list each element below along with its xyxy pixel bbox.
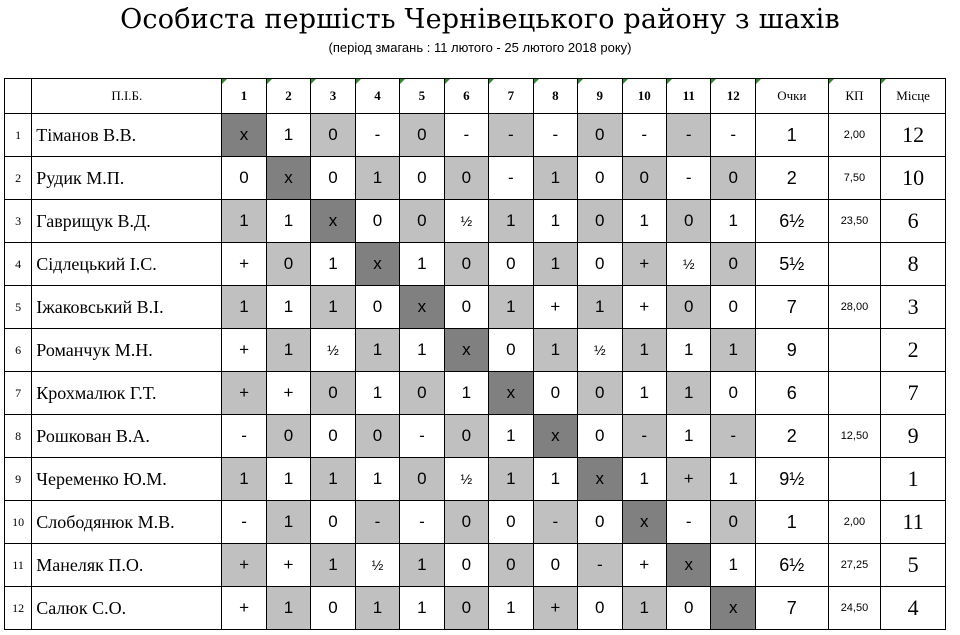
result-cell: 0	[400, 200, 444, 243]
result-cell: 1	[622, 200, 666, 243]
row-index: 7	[5, 372, 32, 415]
result-cell: 0	[311, 372, 355, 415]
table-row	[5, 544, 946, 587]
result-cell: -	[355, 114, 399, 157]
result-cell: 0	[711, 501, 755, 544]
player-place: 9	[881, 415, 946, 458]
result-cell: ½	[311, 329, 355, 372]
result-cell: 0	[578, 114, 622, 157]
result-cell: 1	[444, 372, 488, 415]
player-place: 2	[881, 329, 946, 372]
result-cell: 1	[622, 372, 666, 415]
result-cell: x	[711, 587, 755, 630]
player-place: 10	[881, 157, 946, 200]
header-round: 10	[622, 79, 666, 114]
result-cell: 1	[533, 329, 577, 372]
player-name: Салюк С.О.	[32, 587, 222, 630]
player-name: Череменко Ю.М.	[32, 458, 222, 501]
result-cell: x	[444, 329, 488, 372]
result-cell: 1	[578, 286, 622, 329]
result-cell: 1	[311, 286, 355, 329]
result-cell: 1	[533, 243, 577, 286]
result-cell: 1	[222, 286, 266, 329]
player-points: 6	[755, 372, 828, 415]
player-name: Слободянюк М.В.	[32, 501, 222, 544]
result-cell: +	[222, 544, 266, 587]
result-cell: +	[222, 243, 266, 286]
header-round: 2	[266, 79, 310, 114]
result-cell: 0	[489, 544, 533, 587]
result-cell: 1	[222, 458, 266, 501]
table-row	[5, 329, 946, 372]
header-round: 12	[711, 79, 755, 114]
row-index: 9	[5, 458, 32, 501]
header-round: 8	[533, 79, 577, 114]
result-cell: 1	[311, 243, 355, 286]
result-cell: 1	[400, 544, 444, 587]
player-points: 9½	[755, 458, 828, 501]
row-index: 11	[5, 544, 32, 587]
result-cell: 0	[400, 157, 444, 200]
header-round: 3	[311, 79, 355, 114]
result-cell: 0	[311, 501, 355, 544]
result-cell: 1	[222, 200, 266, 243]
result-cell: x	[400, 286, 444, 329]
result-cell: -	[711, 114, 755, 157]
result-cell: 0	[311, 114, 355, 157]
result-cell: 0	[711, 286, 755, 329]
result-cell: 0	[444, 286, 488, 329]
result-cell: x	[355, 243, 399, 286]
result-cell: 1	[400, 243, 444, 286]
result-cell: 0	[444, 157, 488, 200]
result-cell: -	[533, 114, 577, 157]
result-cell: 0	[400, 372, 444, 415]
result-cell: -	[222, 501, 266, 544]
table-row	[5, 372, 946, 415]
result-cell: 0	[400, 458, 444, 501]
result-cell: 0	[578, 157, 622, 200]
result-cell: 1	[266, 200, 310, 243]
result-cell: 1	[711, 329, 755, 372]
result-cell: 0	[311, 157, 355, 200]
result-cell: 1	[489, 587, 533, 630]
player-kp: 27,25	[828, 544, 881, 587]
result-cell: 0	[311, 587, 355, 630]
result-cell: -	[666, 501, 710, 544]
result-cell: 0	[355, 200, 399, 243]
result-cell: 0	[578, 415, 622, 458]
result-cell: 1	[533, 458, 577, 501]
player-name: Іжаковський В.І.	[32, 286, 222, 329]
player-points: 2	[755, 157, 828, 200]
result-cell: +	[266, 372, 310, 415]
header-place: Місце	[881, 79, 946, 114]
player-name: Тіманов В.В.	[32, 114, 222, 157]
player-place: 4	[881, 587, 946, 630]
result-cell: 0	[222, 157, 266, 200]
player-kp: 7,50	[828, 157, 881, 200]
result-cell: -	[666, 157, 710, 200]
table-row	[5, 286, 946, 329]
player-kp: 2,00	[828, 501, 881, 544]
header-round: 5	[400, 79, 444, 114]
player-kp: 12,50	[828, 415, 881, 458]
result-cell: x	[489, 372, 533, 415]
player-place: 11	[881, 501, 946, 544]
table-row	[5, 415, 946, 458]
result-cell: -	[666, 114, 710, 157]
table-row	[5, 587, 946, 630]
result-cell: +	[533, 286, 577, 329]
row-index: 3	[5, 200, 32, 243]
row-index: 5	[5, 286, 32, 329]
player-kp	[828, 243, 881, 286]
player-points: 5½	[755, 243, 828, 286]
player-kp	[828, 329, 881, 372]
result-cell: 1	[666, 415, 710, 458]
player-name: Крохмалюк Г.Т.	[32, 372, 222, 415]
result-cell: 0	[311, 415, 355, 458]
result-cell: 1	[489, 286, 533, 329]
result-cell: 0	[489, 243, 533, 286]
player-points: 9	[755, 329, 828, 372]
table-row	[5, 157, 946, 200]
result-cell: x	[666, 544, 710, 587]
result-cell: 1	[311, 544, 355, 587]
header-row	[5, 79, 946, 114]
player-name: Романчук М.Н.	[32, 329, 222, 372]
result-cell: -	[222, 415, 266, 458]
result-cell: 0	[578, 200, 622, 243]
player-points: 6½	[755, 200, 828, 243]
result-cell: -	[400, 501, 444, 544]
result-cell: 1	[355, 458, 399, 501]
result-cell: 0	[444, 415, 488, 458]
result-cell: ½	[444, 200, 488, 243]
result-cell: 1	[400, 587, 444, 630]
header-round: 6	[444, 79, 488, 114]
result-cell: x	[266, 157, 310, 200]
header-round: 7	[489, 79, 533, 114]
result-cell: 1	[711, 544, 755, 587]
table-row	[5, 501, 946, 544]
result-cell: -	[489, 114, 533, 157]
result-cell: 1	[622, 587, 666, 630]
row-index: 1	[5, 114, 32, 157]
result-cell: -	[400, 415, 444, 458]
player-points: 7	[755, 587, 828, 630]
result-cell: +	[222, 329, 266, 372]
player-points: 1	[755, 501, 828, 544]
result-cell: 1	[489, 415, 533, 458]
table-row	[5, 458, 946, 501]
result-cell: x	[533, 415, 577, 458]
result-cell: 0	[489, 501, 533, 544]
result-cell: 0	[711, 372, 755, 415]
result-cell: x	[311, 200, 355, 243]
result-cell: 1	[489, 458, 533, 501]
result-cell: 0	[533, 372, 577, 415]
player-kp	[828, 458, 881, 501]
result-cell: -	[355, 501, 399, 544]
result-cell: 1	[266, 329, 310, 372]
result-cell: 1	[355, 372, 399, 415]
table-row	[5, 243, 946, 286]
result-cell: 0	[444, 544, 488, 587]
table-row	[5, 114, 946, 157]
result-cell: 1	[533, 157, 577, 200]
player-name: Манеляк П.О.	[32, 544, 222, 587]
result-cell: 1	[266, 501, 310, 544]
result-cell: 1	[266, 587, 310, 630]
result-cell: x	[578, 458, 622, 501]
header-round: 11	[666, 79, 710, 114]
result-cell: 1	[355, 587, 399, 630]
result-cell: 0	[622, 157, 666, 200]
player-place: 6	[881, 200, 946, 243]
player-points: 2	[755, 415, 828, 458]
result-cell: ½	[444, 458, 488, 501]
result-cell: 0	[578, 587, 622, 630]
row-index: 10	[5, 501, 32, 544]
result-cell: 1	[711, 458, 755, 501]
result-cell: ½	[355, 544, 399, 587]
result-cell: +	[222, 372, 266, 415]
result-cell: 0	[400, 114, 444, 157]
player-kp: 23,50	[828, 200, 881, 243]
player-place: 1	[881, 458, 946, 501]
player-kp: 24,50	[828, 587, 881, 630]
result-cell: +	[622, 544, 666, 587]
result-cell: ½	[666, 243, 710, 286]
result-cell: +	[622, 286, 666, 329]
result-cell: 0	[444, 587, 488, 630]
result-cell: +	[266, 544, 310, 587]
result-cell: x	[222, 114, 266, 157]
header-kp: КП	[828, 79, 881, 114]
header-round: 1	[222, 79, 266, 114]
result-cell: 1	[711, 200, 755, 243]
result-cell: ½	[578, 329, 622, 372]
result-cell: 0	[489, 329, 533, 372]
result-cell: +	[222, 587, 266, 630]
page-title: Особиста першість Чернівецького району з шахів	[120, 4, 840, 35]
row-index: 8	[5, 415, 32, 458]
result-cell: 1	[266, 458, 310, 501]
player-kp	[828, 372, 881, 415]
result-cell: -	[578, 544, 622, 587]
result-cell: 0	[578, 501, 622, 544]
result-cell: 0	[578, 372, 622, 415]
header-corner	[5, 79, 32, 114]
result-cell: 1	[666, 372, 710, 415]
header-name: П.І.Б.	[32, 79, 222, 114]
result-cell: 1	[311, 458, 355, 501]
result-cell: 1	[666, 329, 710, 372]
result-cell: 0	[444, 501, 488, 544]
result-cell: 0	[533, 544, 577, 587]
result-cell: 0	[355, 415, 399, 458]
player-name: Гаврищук В.Д.	[32, 200, 222, 243]
row-index: 12	[5, 587, 32, 630]
result-cell: 1	[355, 157, 399, 200]
result-cell: 1	[622, 329, 666, 372]
table-body	[5, 114, 946, 630]
result-cell: -	[711, 415, 755, 458]
header-round: 9	[578, 79, 622, 114]
result-cell: +	[533, 587, 577, 630]
result-cell: -	[444, 114, 488, 157]
row-index: 6	[5, 329, 32, 372]
result-cell: 0	[266, 243, 310, 286]
result-cell: 0	[666, 286, 710, 329]
player-place: 8	[881, 243, 946, 286]
result-cell: x	[622, 501, 666, 544]
player-name: Рошкован В.А.	[32, 415, 222, 458]
player-kp: 2,00	[828, 114, 881, 157]
result-cell: 1	[266, 114, 310, 157]
result-cell: 1	[489, 200, 533, 243]
result-cell: 1	[400, 329, 444, 372]
result-cell: 0	[711, 157, 755, 200]
result-cell: 0	[266, 415, 310, 458]
result-cell: +	[622, 243, 666, 286]
result-cell: 0	[666, 587, 710, 630]
player-name: Рудик М.П.	[32, 157, 222, 200]
result-cell: 1	[622, 458, 666, 501]
page-subtitle: (період змагань : 11 лютого - 25 лютого 2018 року)	[328, 40, 632, 55]
table-row	[5, 200, 946, 243]
player-place: 5	[881, 544, 946, 587]
header-round: 4	[355, 79, 399, 114]
player-points: 6½	[755, 544, 828, 587]
player-points: 7	[755, 286, 828, 329]
player-name: Сідлецький І.С.	[32, 243, 222, 286]
player-points: 1	[755, 114, 828, 157]
result-cell: 0	[444, 243, 488, 286]
result-cell: 0	[666, 200, 710, 243]
player-kp: 28,00	[828, 286, 881, 329]
player-place: 7	[881, 372, 946, 415]
player-place: 12	[881, 114, 946, 157]
row-index: 4	[5, 243, 32, 286]
result-cell: 0	[711, 243, 755, 286]
result-cell: 1	[355, 329, 399, 372]
result-cell: 1	[266, 286, 310, 329]
result-cell: -	[533, 501, 577, 544]
result-cell: +	[666, 458, 710, 501]
result-cell: -	[622, 415, 666, 458]
result-cell: -	[489, 157, 533, 200]
result-cell: 1	[533, 200, 577, 243]
result-cell: 0	[355, 286, 399, 329]
result-cell: 0	[578, 243, 622, 286]
result-cell: -	[622, 114, 666, 157]
header-points: Очки	[755, 79, 828, 114]
row-index: 2	[5, 157, 32, 200]
crosstable	[4, 78, 946, 630]
player-place: 3	[881, 286, 946, 329]
